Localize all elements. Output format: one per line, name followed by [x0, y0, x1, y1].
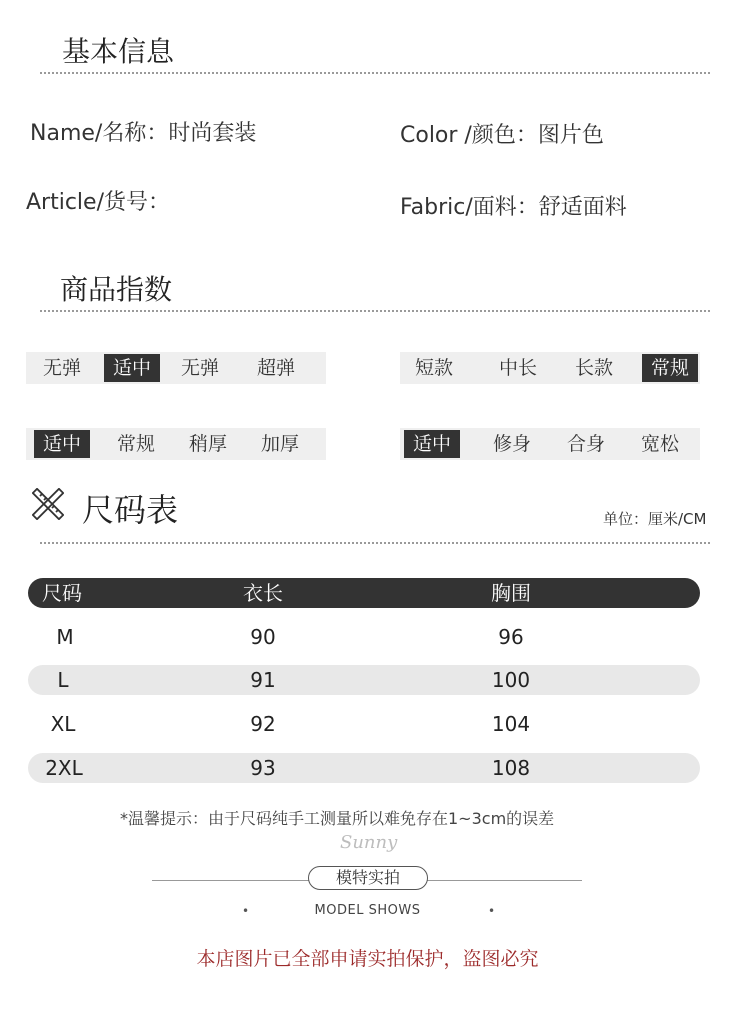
scale-option: 稍厚 — [188, 433, 227, 455]
chest-cell: 104 — [491, 712, 531, 736]
scale-option-selected: 适中 — [404, 430, 460, 458]
copyright-notice: 本店图片已全部申请实拍保护，盗图必究 — [196, 948, 539, 970]
chest-cell: 100 — [491, 668, 531, 692]
scale-option: 宽松 — [640, 433, 679, 455]
chest-cell: 96 — [498, 625, 524, 649]
length-cell: 93 — [250, 756, 276, 780]
product-index-title: 商品指数 — [60, 273, 173, 306]
table-row — [28, 622, 700, 652]
dot-icon: • — [488, 904, 496, 918]
scale-option: 长款 — [574, 357, 613, 379]
divider — [40, 310, 710, 312]
model-shows-subtitle: MODEL SHOWS — [314, 903, 421, 918]
scale-option-selected: 适中 — [104, 354, 160, 382]
scale-option: 短款 — [414, 357, 453, 379]
scale-option-selected: 适中 — [34, 430, 90, 458]
product-name: Name/名称：时尚套装 — [30, 121, 257, 146]
table-row — [28, 753, 700, 783]
unit-label: 单位：厘米/CM — [603, 510, 707, 528]
table-row — [28, 709, 700, 739]
sunny-logo: Sunny — [340, 832, 398, 853]
chest-cell: 108 — [491, 756, 531, 780]
scale-option-selected: 常规 — [642, 354, 698, 382]
measurement-note: *温馨提示：由于尺码纯手工测量所以难免存在1~3cm的误差 — [120, 809, 555, 828]
size-cell: XL — [50, 712, 76, 736]
product-fabric: Fabric/面料：舒适面料 — [400, 195, 627, 220]
product-color: Color /颜色：图片色 — [400, 123, 604, 148]
length-cell: 91 — [250, 668, 276, 692]
dot-icon: • — [242, 904, 250, 918]
scale-option: 中长 — [498, 357, 537, 379]
scale-option: 超弹 — [256, 357, 295, 379]
table-header — [28, 578, 700, 608]
scale-option: 常规 — [116, 433, 155, 455]
size-cell: M — [56, 625, 74, 649]
length-cell: 90 — [250, 625, 276, 649]
header-chest: 胸围 — [491, 581, 531, 605]
scale-option: 无弹 — [42, 357, 81, 379]
scale-option: 无弹 — [180, 357, 219, 379]
length-scale — [400, 352, 700, 384]
header-size: 尺码 — [42, 581, 82, 605]
article-number: Article/货号： — [26, 190, 170, 215]
crossed-ruler-icon — [32, 488, 64, 520]
size-cell: L — [57, 668, 69, 692]
scale-option: 修身 — [492, 433, 531, 455]
divider — [40, 72, 710, 74]
divider — [40, 542, 710, 544]
fit-scale — [400, 428, 700, 460]
scale-option: 加厚 — [260, 433, 299, 455]
header-length: 衣长 — [243, 581, 283, 605]
thickness-scale — [26, 428, 326, 460]
table-row — [28, 665, 700, 695]
size-cell: 2XL — [45, 756, 83, 780]
size-chart-title: 尺码表 — [82, 491, 179, 529]
length-cell: 92 — [250, 712, 276, 736]
elasticity-scale — [26, 352, 326, 384]
model-shows-badge: 模特实拍 — [308, 866, 428, 890]
scale-option: 合身 — [566, 433, 605, 455]
basic-info-title: 基本信息 — [62, 35, 175, 68]
